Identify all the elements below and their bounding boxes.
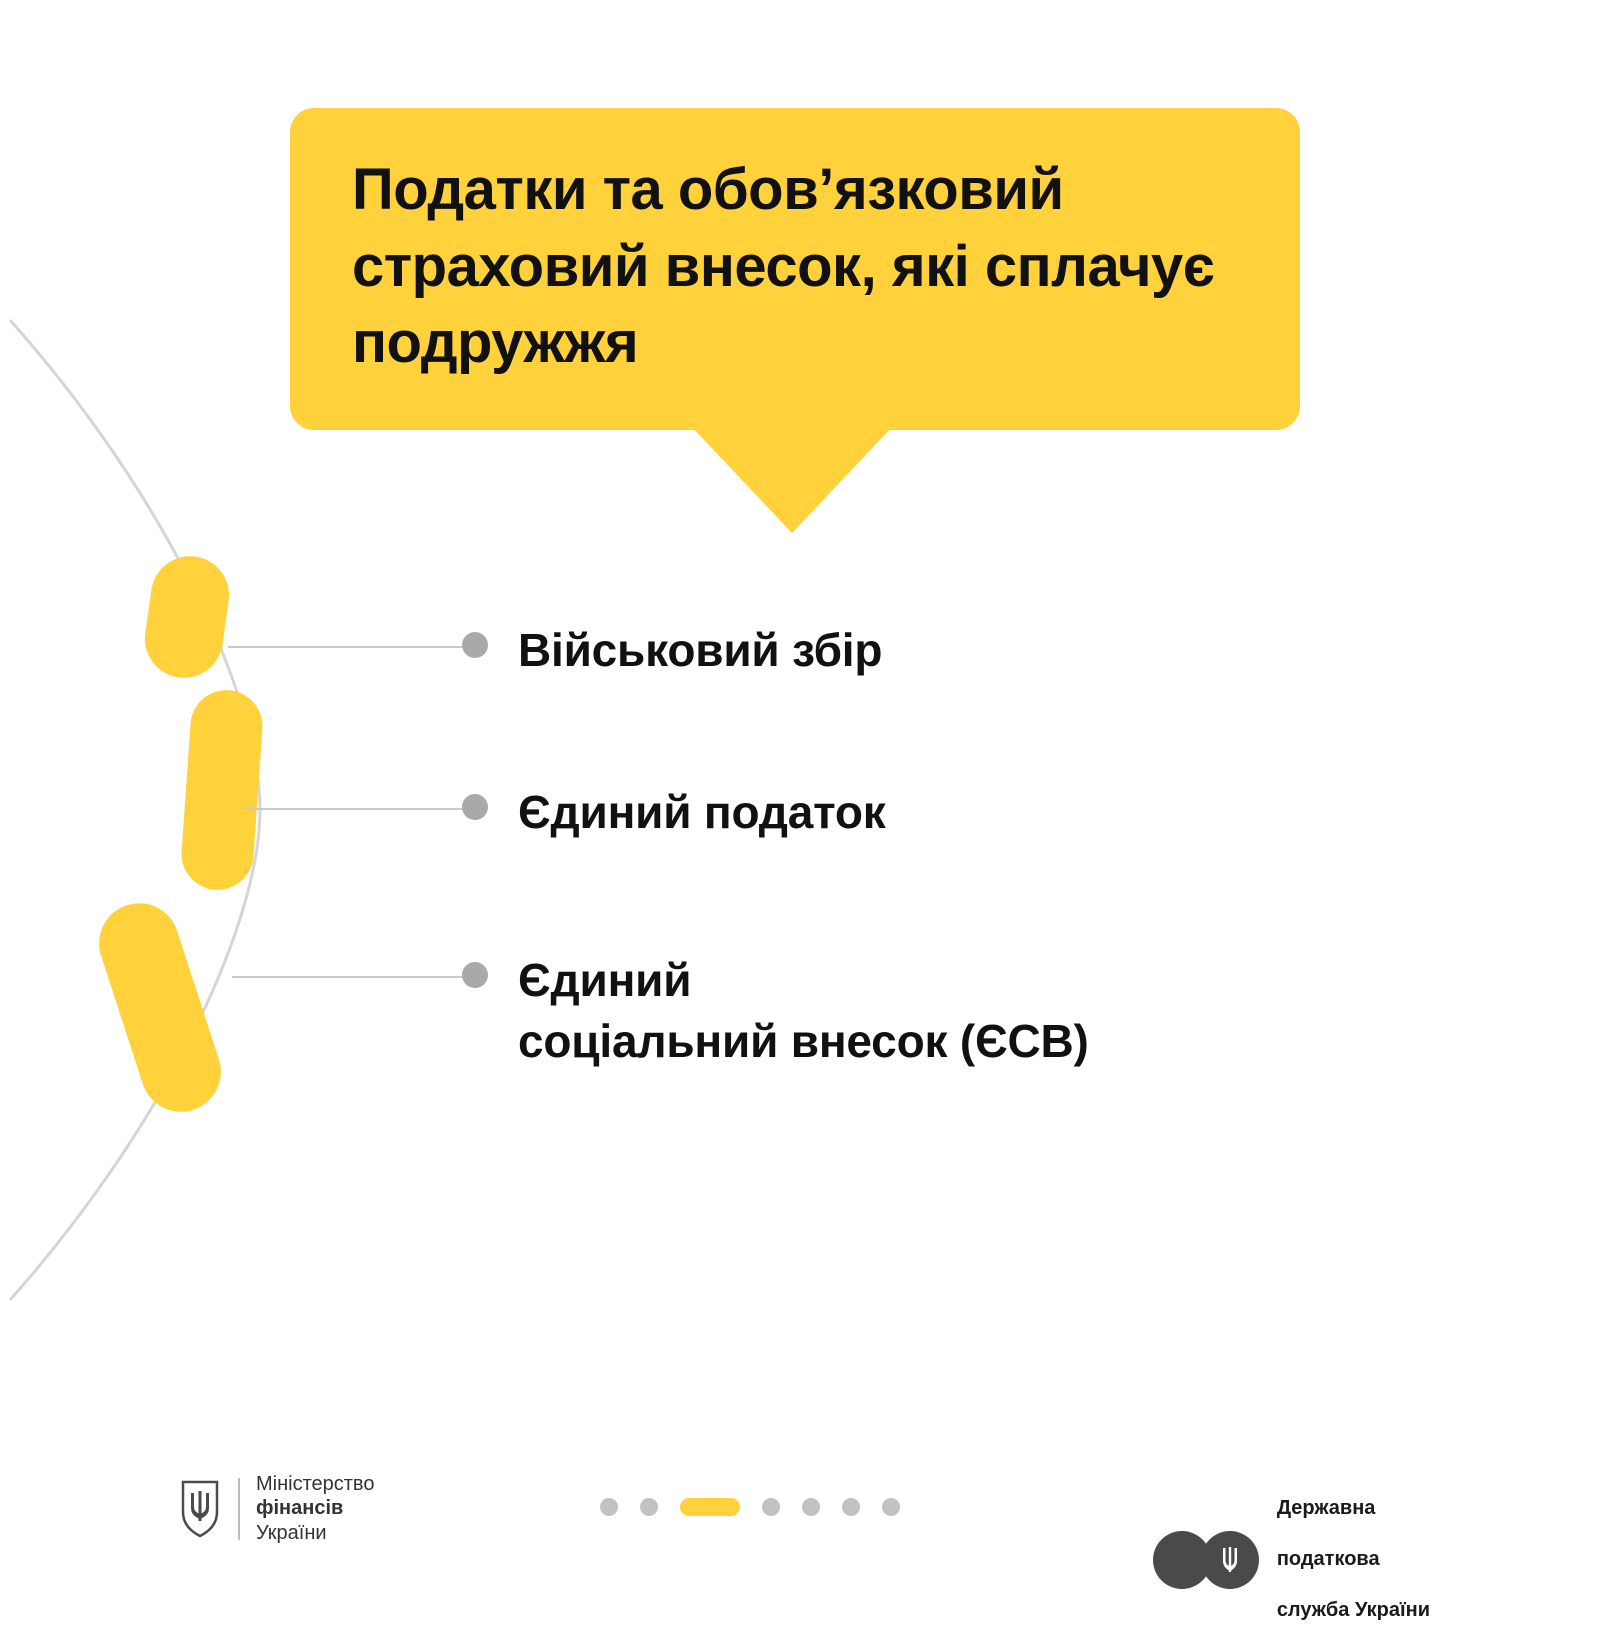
minfin-line-2: фінансів [256, 1497, 344, 1520]
pagination-dot-1[interactable] [600, 1498, 618, 1516]
list-item [462, 782, 886, 843]
pagination-dot-2[interactable] [640, 1498, 658, 1516]
dps-line-1: Державна [1276, 1496, 1376, 1519]
connector-line-3 [232, 976, 470, 978]
list-item-label: Єдиний соціальний внесок (ЄСВ) [518, 954, 1089, 1068]
callout-tail-icon [655, 388, 929, 533]
list-item [462, 620, 882, 681]
pagination-dot-6[interactable] [842, 1498, 860, 1516]
dps-text [1277, 1470, 1430, 1649]
pagination-dot-7[interactable] [882, 1498, 900, 1516]
pagination-dot-4[interactable] [762, 1498, 780, 1516]
title-callout [290, 108, 1300, 430]
bullet-dot-icon [462, 962, 488, 988]
dps-logo [1153, 1470, 1430, 1649]
list-item-label: Єдиний податок [518, 786, 886, 838]
bullet-dot-icon [462, 794, 488, 820]
minfin-line-3: України [256, 1521, 327, 1544]
pagination-dot-3-active[interactable] [680, 1498, 740, 1516]
list-item-label: Військовий збір [518, 624, 883, 676]
minfin-text [256, 1472, 374, 1545]
logo-divider [238, 1478, 240, 1540]
page-title: Податки та обов’язковий страховий внесок, які сплачує подружжя [352, 157, 1215, 376]
dps-line-3: служба України [1276, 1598, 1430, 1621]
list-item [462, 950, 1089, 1072]
dps-trident-icon [1201, 1531, 1259, 1589]
pagination-dot-5[interactable] [802, 1498, 820, 1516]
bead-shape-2 [179, 688, 265, 893]
minfin-logo [178, 1472, 374, 1545]
connector-line-1 [228, 646, 468, 648]
minfin-line-1: Міністерство [256, 1473, 375, 1495]
footer [0, 1430, 1600, 1621]
bullet-dot-icon [462, 632, 488, 658]
trident-icon [178, 1478, 222, 1540]
arc-decoration [0, 300, 330, 1320]
connector-line-2 [246, 808, 470, 810]
dps-line-2: податкова [1276, 1547, 1380, 1570]
pagination-dots[interactable] [600, 1498, 900, 1516]
